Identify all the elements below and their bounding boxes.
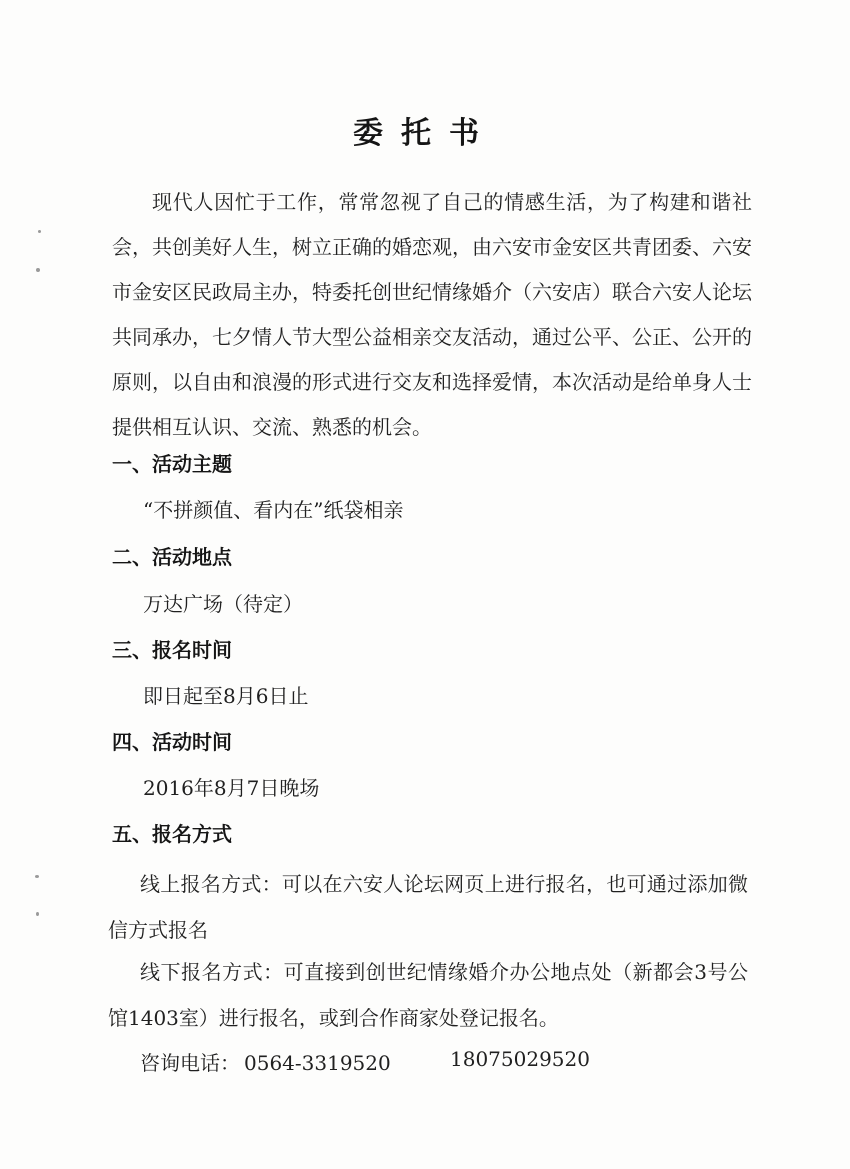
section-1-heading: 一、活动主题 — [112, 452, 232, 476]
section-4-heading: 四、活动时间 — [112, 730, 232, 754]
section-5-heading: 五、报名方式 — [112, 822, 232, 846]
intro-paragraph: 现代人因忙于工作，常常忽视了自己的情感生活，为了构建和谐社会，共创美好人生，树立正确的婚恋观，由六安市金安区共青团委、六安市金安区民政局主办，特委托创世纪情缘婚介（六安店）联合六安人论坛共同承办，七夕情人节大型公益相亲交友活动，通过公平、公正、公开的原则，以自由和浪漫的形式进行交友和选择爱情，本次活动是给单身人士提供相互认识、交流、熟悉的机会。 — [112, 190, 752, 439]
section-2-content: 万达广场（待定） — [143, 592, 303, 616]
contact-label: 咨询电话： — [140, 1051, 240, 1075]
contact-phone-mobile: 18075029520 — [450, 1047, 590, 1071]
scan-speck — [38, 230, 41, 233]
contact-line — [140, 1047, 590, 1076]
section-1-content: “不拼颜值、看内在”纸袋相亲 — [143, 498, 404, 522]
offline-registration-paragraph: 线下报名方式：可直接到创世纪情缘婚介办公地点处（新都会3号公馆1403室）进行报名，或到合作商家处登记报名。 — [108, 960, 748, 1030]
online-registration-paragraph: 线上报名方式：可以在六安人论坛网页上进行报名，也可通过添加微信方式报名 — [108, 872, 748, 942]
contact-phone-landline: 0564-3319520 — [244, 1051, 391, 1075]
scan-speck — [36, 912, 39, 916]
section-4-content: 2016年8月7日晚场 — [143, 776, 320, 800]
document-title: 委托书 — [353, 116, 497, 151]
scan-speck — [36, 268, 40, 272]
section-2-heading: 二、活动地点 — [112, 545, 232, 569]
section-3-heading: 三、报名时间 — [112, 638, 232, 662]
scan-speck — [35, 875, 39, 878]
section-3-content: 即日起至8月6日止 — [143, 684, 309, 708]
